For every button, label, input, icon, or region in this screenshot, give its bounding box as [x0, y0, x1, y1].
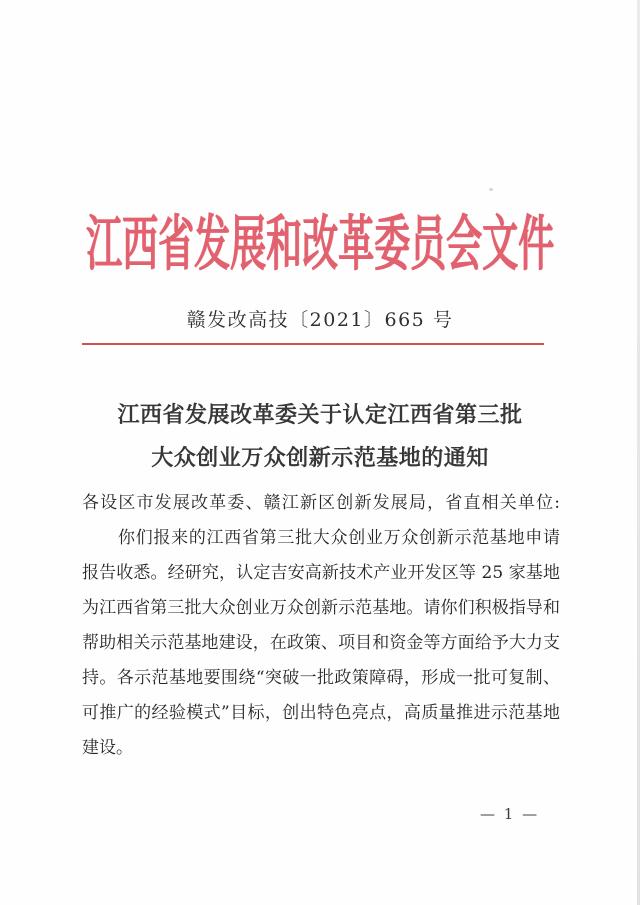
body-line: 持。各示范基地要围绕“突破一批政策障碍，形成一批可复制、 [82, 668, 560, 688]
body-line: 为江西省第三批大众创业万众创新示范基地。请你们积极指导和 [82, 598, 560, 618]
notice-title [0, 394, 640, 480]
body-line-salutation: 各设区市发展改革委、赣江新区创新发展局，省直相关单位: [82, 493, 560, 513]
notice-title-line1: 江西省发展改革委关于认定江西省第三批 [117, 402, 523, 428]
body-line: 可推广的经验模式”目标，创出特色亮点，高质量推进示范基地 [82, 703, 560, 723]
letterhead [0, 197, 640, 280]
notice-body [82, 486, 560, 766]
body-line: 报告收悉。经研究，认定吉安高新技术产业开发区等 25 家基地 [82, 563, 560, 583]
body-line: 你们报来的江西省第三批大众创业万众创新示范基地申请 [118, 528, 560, 548]
document-number: 赣发改高技〔2021〕665 号 [186, 309, 454, 331]
page-number: — 1 — [480, 805, 540, 823]
notice-title-line2: 大众创业万众创新示范基地的通知 [151, 445, 489, 471]
scan-speck-artifact [489, 188, 493, 191]
body-line-last: 建设。 [82, 738, 133, 758]
letterhead-title: 江西省发展和改革委员会文件 [86, 209, 554, 280]
red-divider-line [82, 343, 544, 345]
body-line: 帮助相关示范基地建设，在政策、项目和资金等方面给予大力支 [82, 633, 560, 653]
